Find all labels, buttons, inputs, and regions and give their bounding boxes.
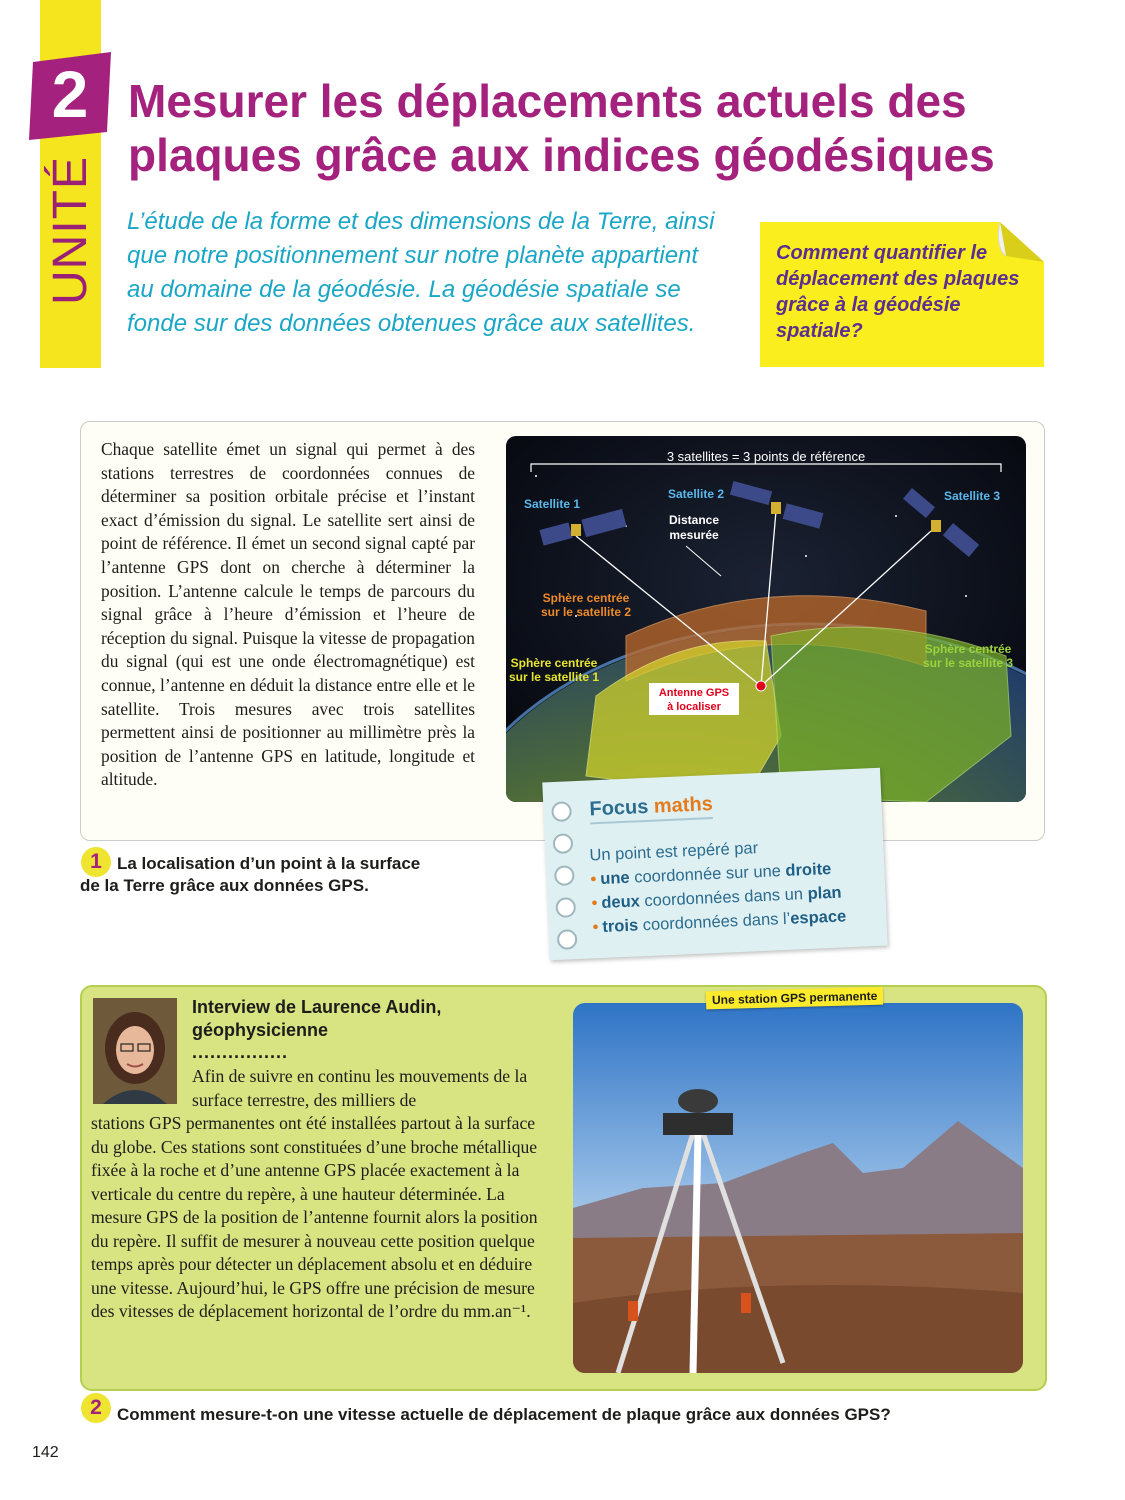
svg-text:sur le satellite 2: sur le satellite 2 [540, 605, 632, 619]
unit-number: 2 [51, 57, 89, 131]
svg-text:sur le satellite 3: sur le satellite 3 [922, 656, 1014, 670]
binder-ring [554, 865, 575, 886]
focus-item-2: • deux coordonnées dans un plan [591, 883, 842, 913]
svg-text:à localiser: à localiser [667, 701, 721, 713]
svg-text:Sphère centrée: Sphère centrée [510, 656, 598, 670]
binder-ring [551, 801, 572, 822]
svg-text:mesurée: mesurée [669, 528, 719, 542]
key-question: Comment quantifier le déplacement des plaques grâce à la géodésie spatiale? [776, 242, 1020, 342]
document-1-caption-line-2: de la Terre grâce aux données GPS. [80, 876, 369, 895]
svg-text:Sphère centrée: Sphère centrée [924, 642, 1012, 656]
intro-paragraph: L’étude de la forme et des dimensions de la Terre, ainsi que notre positionnement sur notre planète appartient au domaine de la géodésie. La géodésie spatiale se fonde sur des données obtenues grâce aux satellites. [127, 208, 715, 337]
gps-station-photo [573, 1003, 1023, 1373]
focus-item-3: • trois coordonnées dans l’espace [592, 907, 847, 937]
document-2-caption: Comment mesure-t-on une vitesse actuelle de déplacement de plaque grâce aux données GPS? [117, 1405, 891, 1424]
focus-maths-title: Focus maths [589, 793, 713, 824]
page-title: Mesurer les déplacements actuels des plaques grâce aux indices géodésiques [128, 75, 995, 181]
document-2-number: 2 [81, 1393, 111, 1423]
svg-text:Satellite 2: Satellite 2 [668, 487, 725, 501]
focus-intro: Un point est repéré par [589, 839, 759, 865]
binder-ring [555, 897, 576, 918]
document-1-number: 1 [81, 847, 111, 877]
svg-text:Sphère centrée: Sphère centrée [542, 591, 630, 605]
svg-text:Satellite 3: Satellite 3 [944, 489, 1001, 503]
svg-text:sur le satellite 1: sur le satellite 1 [508, 670, 600, 684]
svg-text:Distance: Distance [668, 513, 720, 527]
focus-item-1: • une coordonnée sur une droite [590, 859, 832, 889]
page-number: 142 [32, 1444, 59, 1461]
interview-text: Afin de suivre en continu les mouvements de la surface terrestre, des milliers de stations GPS permanentes ont été installées partout à la surface du globe. Ces stations sont constituées d’une broche métallique fixée à la roche et d’une antenne GPS placée exactement à la verticale du centre du repère, à une hauteur déterminée. La mesure GPS de la position de l’antenne fournit alors la position du repère. Il suffit de mesurer à nouveau cette position quelque temps après pour détecter un déplacement absolu et en déduire une vitesse. Aujourd’hui, le GPS offre une précision de mesure des vitesses de déplacement horizontal de l’ordre du mm.an⁻¹. [91, 1066, 538, 1321]
svg-text:3 satellites = 3 points de réf: 3 satellites = 3 points de référence [666, 449, 866, 464]
unit-label: UNITÉ [43, 155, 97, 305]
document-1-text: Chaque satellite émet un signal qui permet à des stations terrestres de coordonnées connues de déterminer sa position orbitale précise et l’instant exact d’émission du signal. Le satellite sert ainsi de point de référence. Il émet un second signal capté par l’antenne GPS dont on cherche à déterminer la position. L’antenne calcule le temps de parcours du signal grâce à l’heure d’émission et l’heure de réception du signal. Puisque la vitesse de propagation du signal (qui est une onde électromagnétique) est connue, l’antenne en déduit la distance entre elle et le satellite. Trois mesures avec trois satellites permettent ainsi de positionner au millimètre près la position de l’antenne GPS en latitude, longitude et altitude. [101, 439, 475, 790]
photo-tag: Une station GPS permanente [706, 987, 884, 1010]
interview-dots: ................ [192, 1042, 289, 1062]
svg-text:Antenne GPS: Antenne GPS [658, 687, 730, 699]
binder-ring [553, 833, 574, 854]
focus-maths-card [542, 768, 887, 961]
document-1-caption-line-1: La localisation d’un point à la surface [117, 854, 421, 873]
gps-satellites-figure [506, 436, 1026, 802]
interview-title: Interview de Laurence Audin, géophysicienne [192, 997, 442, 1040]
svg-text:Satellite 1: Satellite 1 [524, 497, 581, 511]
binder-ring [557, 929, 578, 950]
